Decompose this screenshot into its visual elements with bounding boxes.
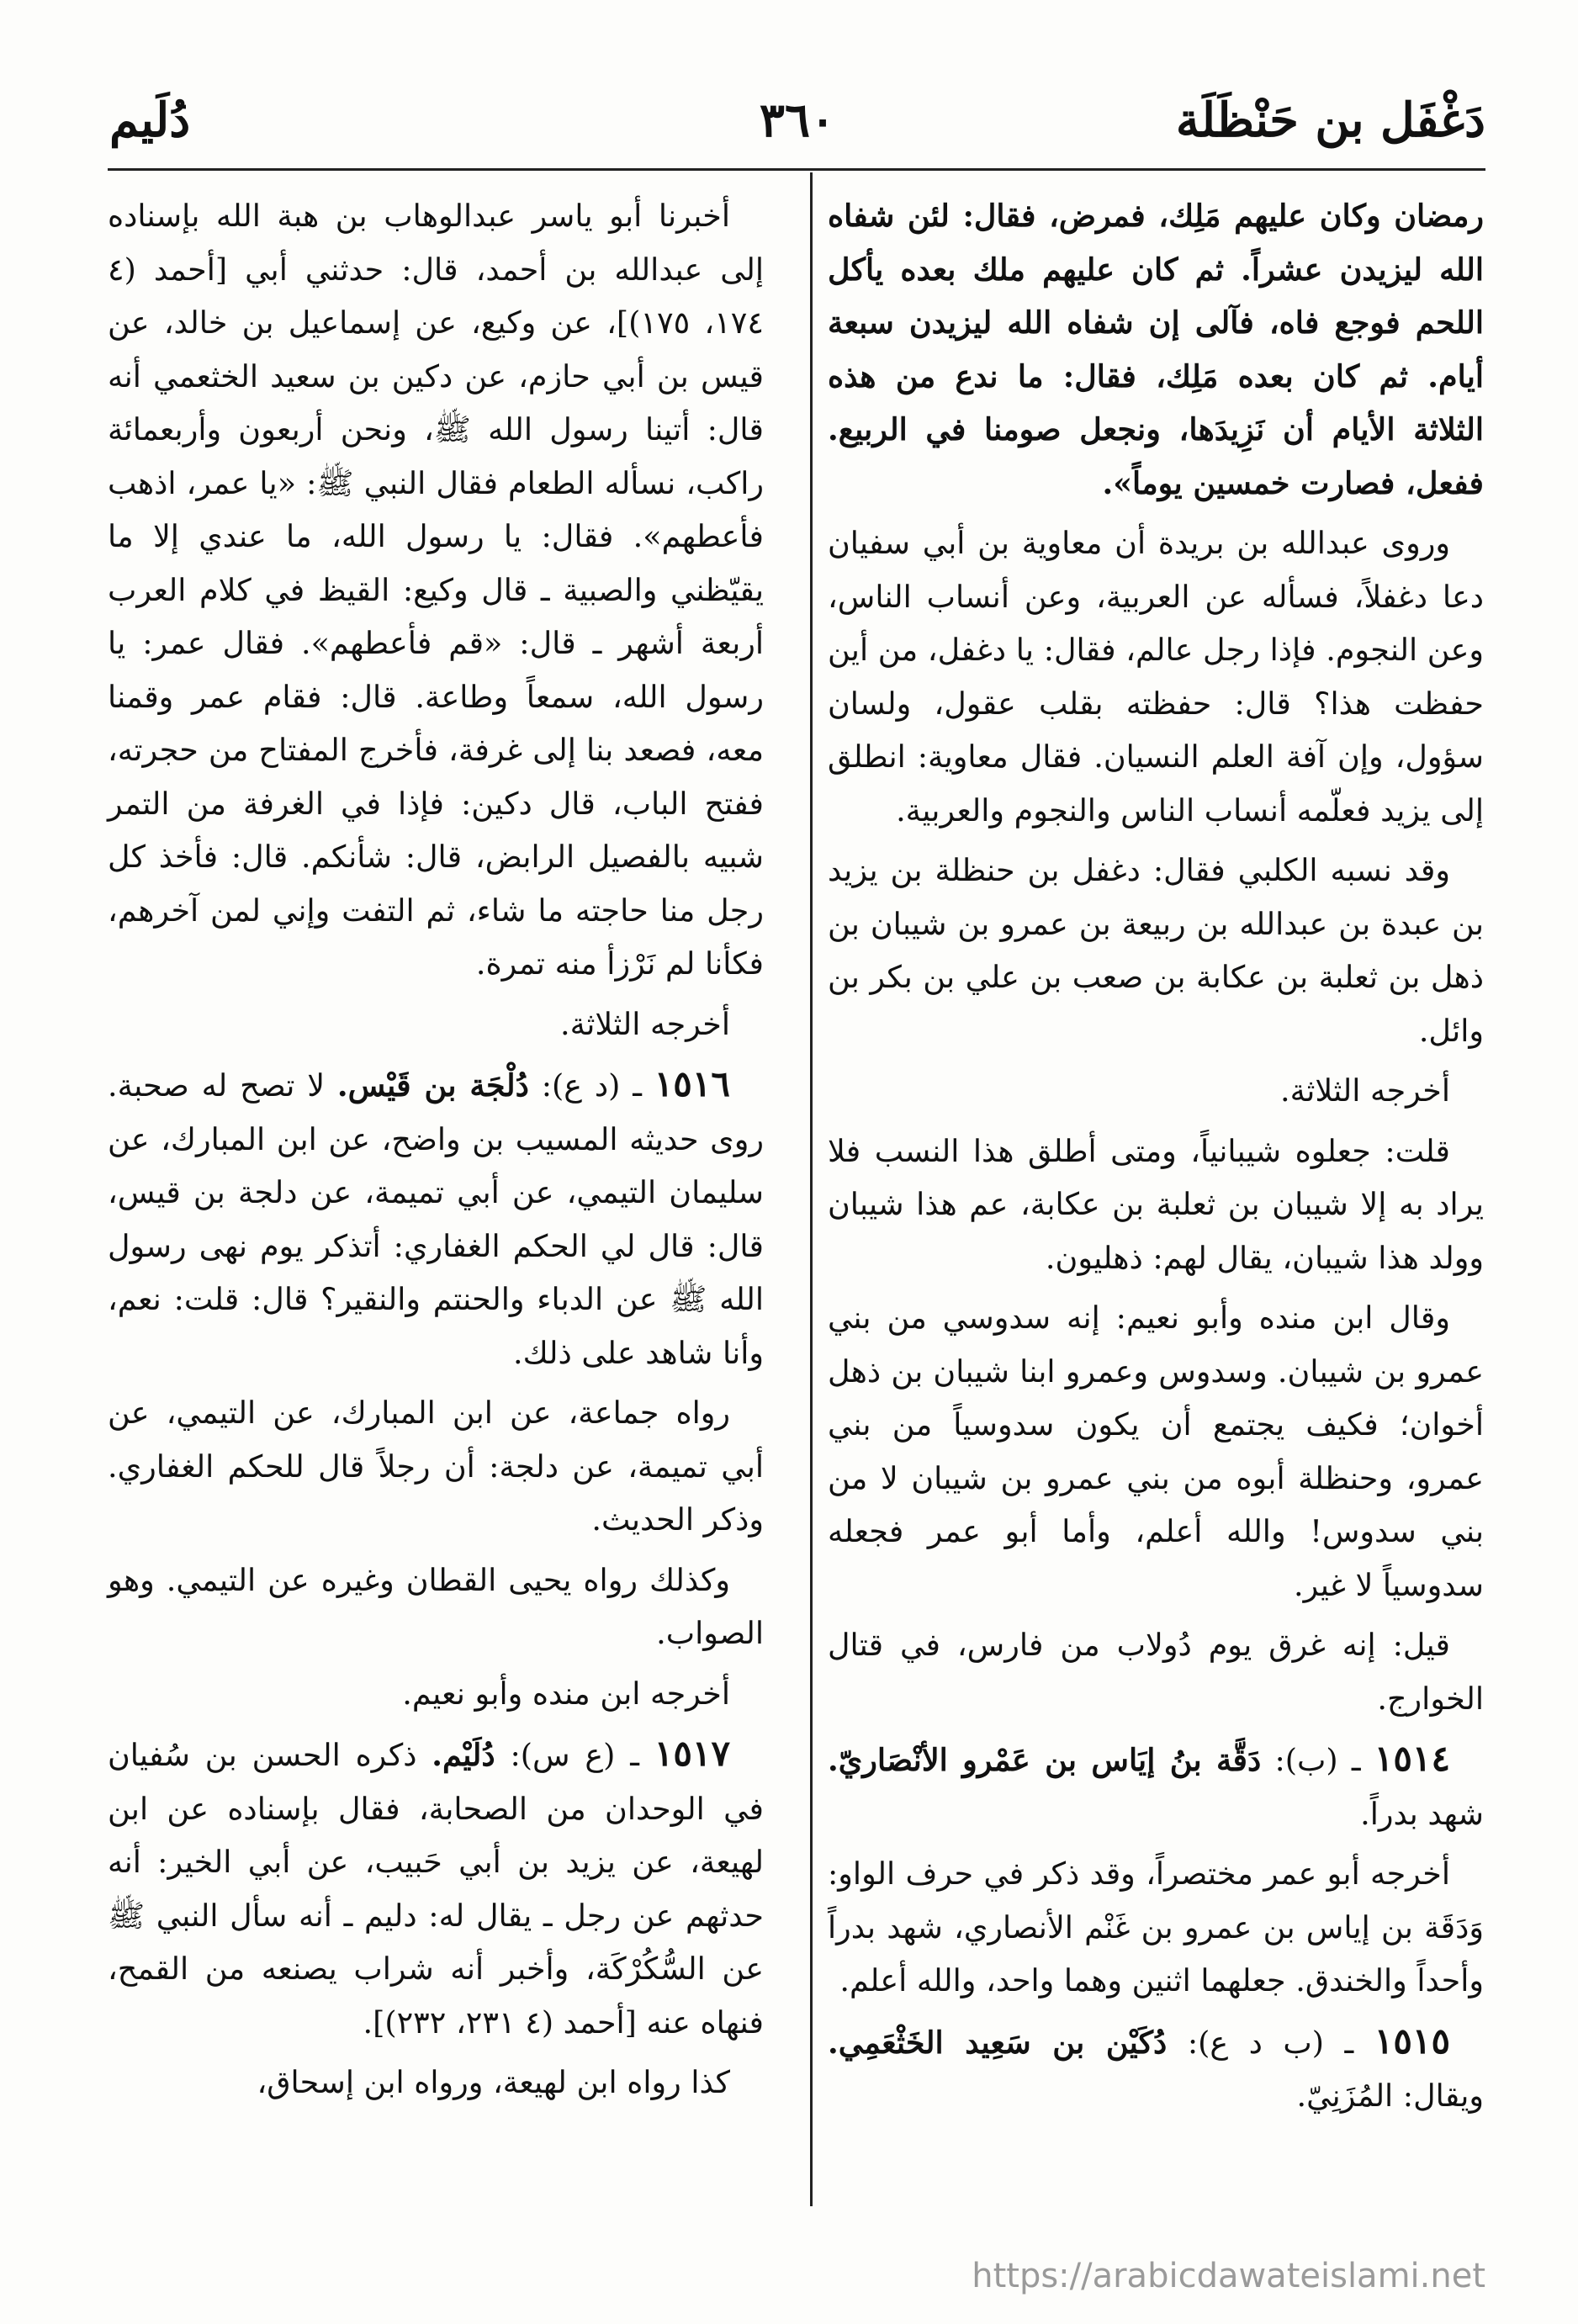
biography-entry (108, 1057, 764, 1379)
text-paragraph: قيل: إنه غرق يوم دُولاب من فارس، في قتال الخوارج. (828, 1627, 1484, 1717)
biography-entry (828, 2014, 1484, 2123)
entry-name: دَقَّة بنُ إيَاس بن عَمْرو الأنْصَاريّ. (828, 1742, 1262, 1778)
header-rule (108, 168, 1485, 171)
entry-number: ١٥١٦ (654, 1063, 730, 1104)
biography-entry (828, 1732, 1484, 1840)
text-paragraph: رمضان وكان عليهم مَلِك، فمرض، فقال: لئن شفاه الله ليزيدن عشراً. ثم كان عليهم ملك بعده يأكل اللحم فوجع فاه، فآلى إن شفاه الله ليزيدن سبعة أيام. ثم كان بعده مَلِك، فقال: ما ندع من هذه الثلاثة الأيام أن نَزِيدَها، ونجعل صومنا في الربيع. ففعل، فصارت خمسين يوماً». (828, 198, 1484, 501)
text-paragraph: أخرجه الثلاثة. (560, 1005, 730, 1042)
header-next-entry: دُلَيم (109, 93, 191, 148)
entry-text: لا تصح له صحبة. روى حديثه المسيب بن واضح، عن ابن المبارك، عن سليمان التيمي، عن أبي تميمة، عن دلجة بن قيس، قال: قال لي الحكم الغفاري: أتذكر يوم نهى رسول الله ﷺ عن الدباء والحنتم والنقير؟ قال: قلت: نعم، وأنا شاهد على ذلك. (108, 1067, 764, 1371)
text-paragraph: أخرجه أبو عمر مختصراً، وقد ذكر في حرف الواو: وَدَقَة بن إياس بن عمرو بن غَنْم الأنصاري، شهد بدراً وأحداً والخندق. جعلهما اثنين وهما واحد، والله أعلم. (828, 1855, 1484, 1998)
text-paragraph: أخبرنا أبو ياسر عبدالوهاب بن هبة الله بإسناده إلى عبدالله بن أحمد، قال: حدثني أبي [أحمد (٤ ١٧٤، ١٧٥)]، عن وكيع، عن إسماعيل بن خالد، عن قيس بن أبي حازم، عن دكين بن سعيد الخثعمي أنه قال: أتينا رسول الله ﷺ، ونحن أربعون وأربعمائة راكب، نسأله الطعام فقال النبي ﷺ: «يا عمر، اذهب فأعطهم». فقال: يا رسول الله، ما عندي إلا ما يقيّظني والصبية ـ قال وكيع: القيظ في كلام العرب أربعة أشهر ـ قال: «قم فأعطهم». فقال عمر: يا رسول الله، سمعاً وطاعة. قال: فقام عمر وقمنا معه، فصعد بنا إلى غرفة، فأخرج المفتاح من حجرته، ففتح الباب، قال دكين: فإذا في الغرفة من التمر شبيه بالفصيل الرابض، قال: شأنكم. قال: فأخذ كل رجل منا حاجته ما شاء، ثم التفت وإني لمن آخرهم، فكأنا لم نَرْزأ منه تمرة. (108, 198, 764, 982)
entry-source-code: ـ (ع س): (495, 1737, 654, 1773)
entry-name: دُكَيْن بن سَعِيد الخَثْعَمِي. (828, 2024, 1168, 2061)
header-entry-title: دَغْفَل بن حَنْظَلَة (1175, 93, 1485, 148)
entry-text: ويقال: المُزَنِيّ. (1296, 2078, 1484, 2114)
entry-number: ١٥١٥ (1374, 2020, 1450, 2062)
entry-number: ١٥١٧ (654, 1733, 730, 1774)
text-paragraph: وكذلك رواه يحيى القطان وغيره عن التيمي. وهو الصواب. (108, 1561, 764, 1651)
text-paragraph: قلت: جعلوه شيبانياً، ومتى أطلق هذا النسب فلا يراد به إلا شيبان بن ثعلبة بن عكابة، عم هذا شيبان وولد هذا شيبان، يقال لهم: ذهليون. (828, 1132, 1484, 1276)
page-header (109, 93, 1485, 160)
entry-text: ذكره الحسن بن سُفيان في الوحدان من الصحابة، فقال بإسناده عن ابن لهيعة، عن يزيد بن أبي حَبيب، عن أبي الخير: أنه حدثهم عن رجل ـ يقال له: دليم ـ أنه سأل النبي ﷺ عن السُّكُرْكَة، وأخبر أنه شراب يصنعه من القمح، فنهاه عنه [أحمد (٤ ٢٣١، ٢٣٢)]. (108, 1737, 764, 2041)
text-paragraph: أخرجه ابن منده وأبو نعيم. (402, 1675, 730, 1712)
biography-entry (108, 1727, 764, 2049)
entry-source-code: ـ (ب): (1261, 1742, 1374, 1778)
text-paragraph: وقد نسبه الكلبي فقال: دغفل بن حنظلة بن يزيد بن عبدة بن عبدالله بن ربيعة بن عمرو بن شيبان بن ذهل بن ثعلبة بن عكابة بن صعب بن علي بن بكر بن وائل. (828, 852, 1484, 1049)
text-paragraph: أخرجه الثلاثة. (1280, 1072, 1450, 1109)
text-paragraph: رواه جماعة، عن ابن المبارك، عن التيمي، عن أبي تميمة، عن دلجة: أن رجلاً قال للحكم الغفاري. وذكر الحديث. (108, 1395, 764, 1538)
text-paragraph: وروى عبدالله بن بريدة أن معاوية بن أبي سفيان دعا دغفلاً، فسأله عن العربية، وعن أنساب الناس، وعن النجوم. فإذا رجل عالم، فقال: يا دغفل، من أين حفظت هذا؟ قال: حفظته بقلب عقول، ولسان سؤول، وإن آفة العلم النسيان. فقال معاوية: انطلق إلى يزيد فعلّمه أنساب الناس والنجوم والعربية. (828, 525, 1484, 828)
entry-source-code: ـ (ب د ع): (1167, 2024, 1374, 2061)
text-paragraph: وقال ابن منده وأبو نعيم: إنه سدوسي من بني عمرو بن شيبان. وسدوس وعمرو ابنا شيبان بن ذهل أخوان؛ فكيف يجتمع أن يكون سدوسياً من بني عمرو، وحنظلة أبوه من بني عمرو بن شيبان لا من بني سدوس! والله أعلم، وأما أبو عمر فجعله سدوسياً لا غير. (828, 1300, 1484, 1603)
entry-text: شهد بدراً. (1360, 1795, 1484, 1832)
entry-name: دُلْجَة بن قَيْس. (336, 1067, 529, 1104)
source-watermark: https://arabicdawateislami.net (972, 2257, 1485, 2295)
entry-name: دُلَيْم. (432, 1737, 495, 1773)
text-paragraph: كذا رواه ابن لهيعة، ورواه ابن إسحاق، (257, 2064, 730, 2100)
entry-source-code: ـ (د ع): (528, 1067, 654, 1104)
right-column (828, 189, 1484, 2130)
column-divider (810, 172, 813, 2206)
page-number: ٣٦٠ (759, 93, 836, 148)
left-column (108, 189, 764, 2116)
entry-number: ١٥١٤ (1374, 1738, 1451, 1779)
